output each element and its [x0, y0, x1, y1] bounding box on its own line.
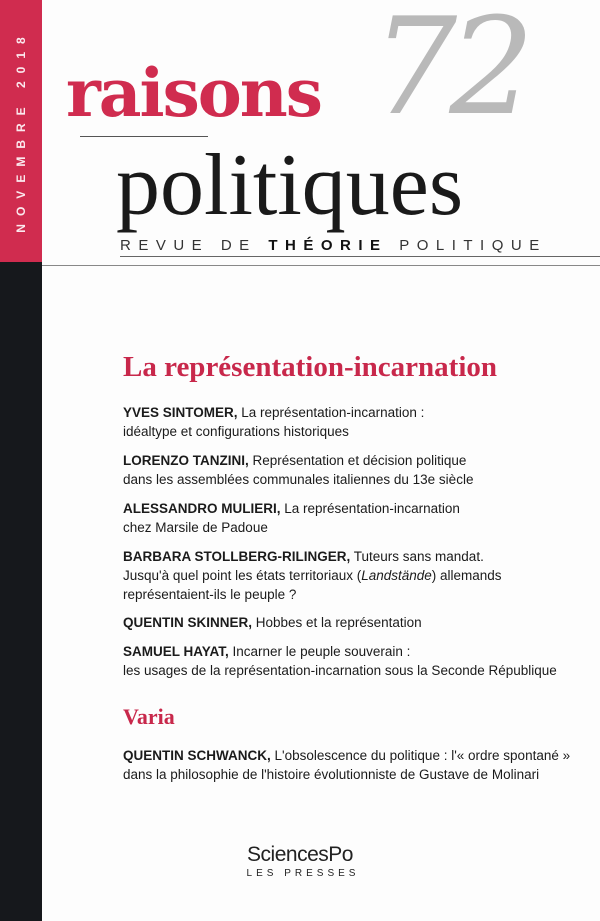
publisher-logo — [0, 843, 600, 879]
journal-subtitle — [120, 237, 547, 254]
article-title: La représentation-incarnation — [280, 501, 460, 516]
publisher-name: SciencesPo — [247, 843, 353, 866]
dossier-title: La représentation-incarnation — [123, 351, 498, 383]
subtitle-text: REVUE DE — [120, 237, 269, 254]
subtitle-text: POLITIQUE — [387, 237, 547, 254]
toc-entry — [123, 499, 593, 537]
article-title: chez Marsile de Padoue — [123, 520, 268, 535]
author: SAMUEL HAYAT, — [123, 644, 229, 659]
divider — [120, 256, 600, 257]
article-title: ) allemands — [431, 568, 502, 583]
title-politiques: politiques — [116, 137, 464, 234]
article-title: Tuteurs sans mandat. — [350, 549, 484, 564]
article-title: dans la philosophie de l'histoire évolutionniste de Gustave de Molinari — [123, 767, 540, 782]
article-title: Représentation et décision politique — [248, 453, 467, 468]
author: LORENZO TANZINI, — [123, 453, 249, 468]
author: BARBARA STOLLBERG-RILINGER, — [123, 549, 351, 564]
black-spine-strip — [0, 262, 42, 921]
toc-entry — [123, 451, 593, 489]
author: YVES SINTOMER, — [123, 405, 238, 420]
divider — [42, 265, 600, 266]
article-title: Incarner le peuple souverain : — [228, 644, 411, 659]
varia-title: Varia — [123, 704, 175, 729]
article-title: L'obsolescence du politique : l'« ordre spontané » — [270, 748, 571, 763]
publisher-sub: LES PRESSES — [246, 868, 360, 879]
title-raisons: raisons — [66, 54, 321, 132]
toc-entry — [123, 547, 593, 604]
article-title: les usages de la représentation-incarnation sous la Seconde République — [123, 663, 557, 678]
author: ALESSANDRO MULIERI, — [123, 501, 281, 516]
article-title: représentaient-ils le peuple ? — [123, 587, 297, 602]
article-title-italic: Landstände — [361, 568, 432, 583]
subtitle-bold: THÉORIE — [268, 237, 388, 254]
article-title: idéaltype et configurations historiques — [123, 424, 349, 439]
article-title: dans les assemblées communales italiennes du 13e siècle — [123, 472, 474, 487]
toc-entry — [123, 403, 593, 441]
toc-entry — [123, 613, 593, 632]
article-title: Jusqu'à quel point les états territoriaux ( — [123, 568, 362, 583]
article-title: Hobbes et la représentation — [252, 615, 422, 630]
issue-number: 72 — [372, 0, 527, 145]
toc-entry — [123, 642, 593, 680]
author: QUENTIN SCHWANCK, — [123, 748, 271, 763]
article-title: La représentation-incarnation : — [237, 405, 425, 420]
author: QUENTIN SKINNER, — [123, 615, 253, 630]
issue-date: NOVEMBRE 2018 — [14, 29, 28, 233]
toc-entry — [123, 746, 593, 784]
